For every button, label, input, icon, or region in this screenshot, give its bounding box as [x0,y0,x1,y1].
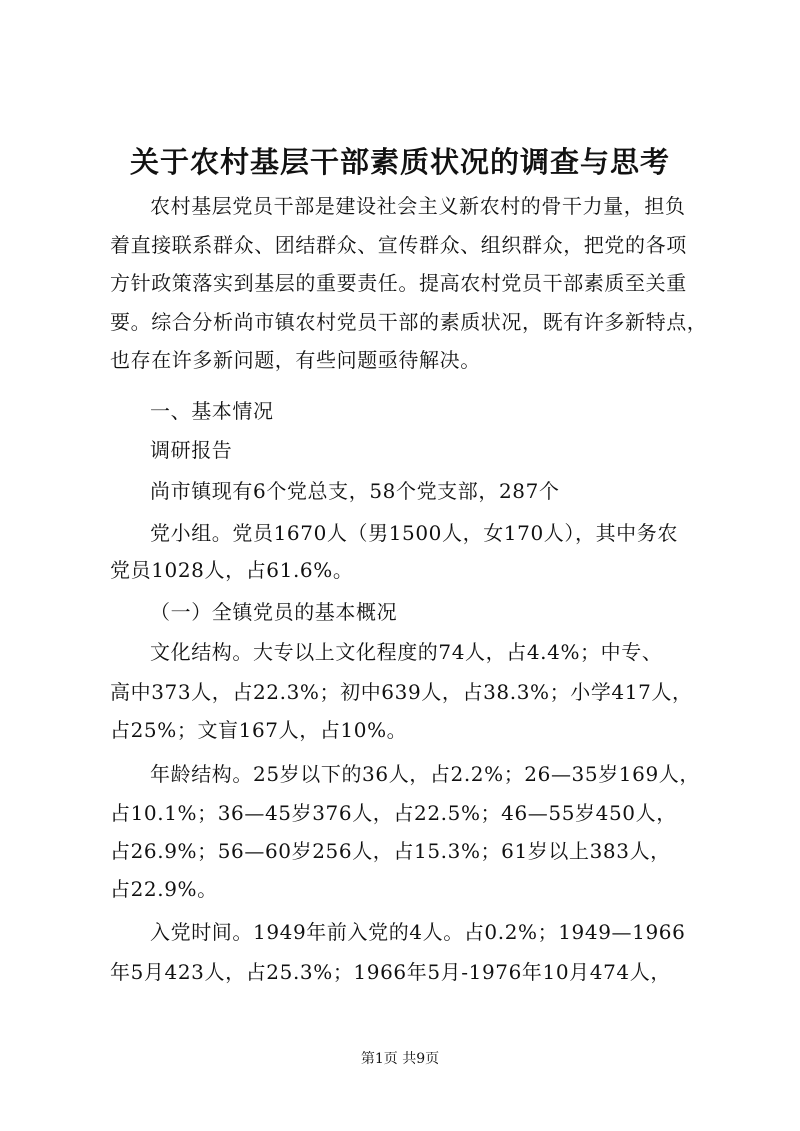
text-line: 年龄结构。25岁以下的36人，占2.2%；26—35岁169人， [150,762,700,786]
text-line: 入党时间。1949年前入党的4人。占0.2%；1949—1966 [150,920,686,944]
section-heading: 一、基本情况 [150,399,274,423]
page-footer: 第1页 共9页 [360,1051,440,1067]
text-line: 要。综合分析尚市镇农村党员干部的素质状况，既有许多新特点， [110,310,708,334]
text-line: 高中373人，占22.3%；初中639人，占38.3%；小学417人， [110,680,693,704]
text-line: 文化结构。大专以上文化程度的74人，占4.4%；中专、 [150,640,663,664]
subsection-heading: （一）全镇党员的基本概况 [150,600,398,624]
text-line: 党员1028人，占61.6%。 [110,558,354,582]
text-line: 着直接联系群众、团结群众、宣传群众、组织群众，把党的各项 [110,233,687,257]
text-line: 农村基层党员干部是建设社会主义新农村的骨干力量，担负 [150,194,686,218]
text-line: 占10.1%；36—45岁376人，占22.5%；46—55岁450人， [110,801,677,825]
text-line: 年5月423人，占25.3%；1966年5月-1976年10月474人， [110,960,671,984]
text-line: 也存在许多新问题，有些问题亟待解决。 [110,348,481,372]
text-line: 占26.9%；56—60岁256人，占15.3%；61岁以上383人， [110,839,671,863]
document-title: 关于农村基层干部素质状况的调查与思考 [129,145,670,179]
text-line: 方针政策落实到基层的重要责任。提高农村党员干部素质至关重 [110,271,687,295]
text-line: 党小组。党员1670人（男1500人，女170人），其中务农 [150,521,678,545]
text-line: 占25%；文盲167人，占10%。 [110,718,408,742]
text-line: 尚市镇现有6个党总支，58个党支部，287个 [150,479,560,503]
text-line: 占22.9%。 [110,877,218,901]
text-line: 调研报告 [150,438,233,462]
